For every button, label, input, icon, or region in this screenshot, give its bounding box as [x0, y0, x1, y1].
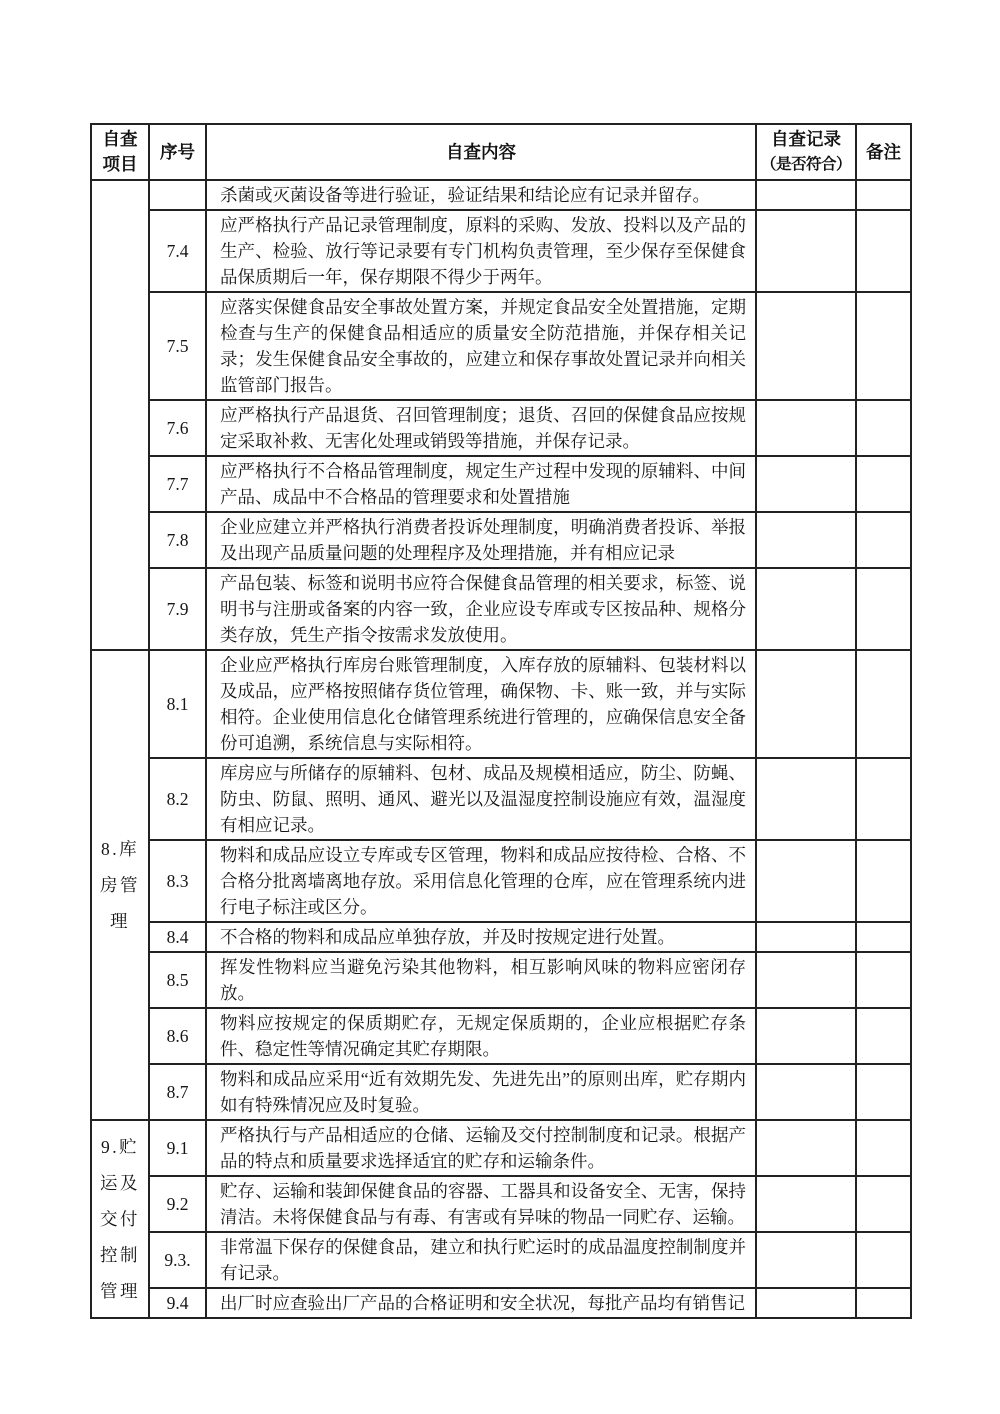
row-record-cell [756, 456, 856, 512]
row-remark-cell [856, 1288, 911, 1318]
row-content-cell: 出厂时应查验出厂产品的合格证明和安全状况，每批产品均有销售记 [206, 1288, 756, 1318]
row-record-cell [756, 210, 856, 292]
table-row [91, 758, 911, 840]
header-record-subtitle: （是否符合） [760, 156, 851, 173]
row-remark-cell [856, 512, 911, 568]
project-group-cell [91, 650, 149, 1120]
row-record-cell [756, 512, 856, 568]
row-content-cell: 物料应按规定的保质期贮存，无规定保质期的，企业应根据贮存条件、稳定性等情况确定其贮存期限。 [206, 1008, 756, 1064]
row-remark-cell [856, 210, 911, 292]
row-record-cell [756, 180, 856, 210]
table-row [91, 1232, 911, 1288]
table-row [91, 1008, 911, 1064]
row-index-cell: 8.3 [149, 840, 206, 922]
header-project [91, 124, 149, 180]
row-index-cell: 8.5 [149, 952, 206, 1008]
table-row [91, 210, 911, 292]
row-index-cell [149, 180, 206, 210]
header-record-title: 自查记录 [771, 129, 841, 149]
row-remark-cell [856, 456, 911, 512]
row-content-cell: 企业应建立并严格执行消费者投诉处理制度，明确消费者投诉、举报及出现产品质量问题的处理程序及处理措施，并有相应记录 [206, 512, 756, 568]
row-record-cell [756, 922, 856, 952]
row-index-cell: 8.7 [149, 1064, 206, 1120]
row-index-cell: 8.6 [149, 1008, 206, 1064]
row-index-cell: 9.4 [149, 1288, 206, 1318]
row-index-cell: 8.4 [149, 922, 206, 952]
row-content-cell: 应严格执行产品记录管理制度，原料的采购、发放、投料以及产品的生产、检验、放行等记录要有专门机构负责管理，至少保存至保健食品保质期后一年，保存期限不得少于两年。 [206, 210, 756, 292]
row-record-cell [756, 650, 856, 758]
row-record-cell [756, 1008, 856, 1064]
row-content-cell: 非常温下保存的保健食品，建立和执行贮运时的成品温度控制制度并有记录。 [206, 1232, 756, 1288]
row-remark-cell [856, 840, 911, 922]
row-record-cell [756, 1288, 856, 1318]
table-row [91, 456, 911, 512]
row-index-cell: 7.5 [149, 292, 206, 400]
row-record-cell [756, 758, 856, 840]
project-group-cell [91, 1120, 149, 1318]
row-remark-cell [856, 400, 911, 456]
row-record-cell [756, 292, 856, 400]
table-row [91, 922, 911, 952]
row-content-cell: 产品包装、标签和说明书应符合保健食品管理的相关要求，标签、说明书与注册或备案的内容一致，企业应设专库或专区按品种、规格分类存放，凭生产指令按需求发放使用。 [206, 568, 756, 650]
table-row [91, 650, 911, 758]
row-remark-cell [856, 1008, 911, 1064]
row-index-cell: 9.2 [149, 1176, 206, 1232]
self-inspection-table [90, 123, 912, 1319]
table-row [91, 292, 911, 400]
header-project-label: 自查项目 [102, 129, 138, 174]
row-remark-cell [856, 180, 911, 210]
header-record [756, 124, 856, 180]
row-index-cell: 7.9 [149, 568, 206, 650]
row-remark-cell [856, 650, 911, 758]
row-content-cell: 杀菌或灭菌设备等进行验证，验证结果和结论应有记录并留存。 [206, 180, 756, 210]
row-remark-cell [856, 568, 911, 650]
row-record-cell [756, 840, 856, 922]
row-remark-cell [856, 1120, 911, 1176]
row-index-cell: 8.1 [149, 650, 206, 758]
row-record-cell [756, 1232, 856, 1288]
row-content-cell: 应严格执行产品退货、召回管理制度；退货、召回的保健食品应按规定采取补救、无害化处理或销毁等措施，并保存记录。 [206, 400, 756, 456]
row-content-cell: 贮存、运输和装卸保健食品的容器、工器具和设备安全、无害，保持清洁。未将保健食品与有毒、有害或有异味的物品一同贮存、运输。 [206, 1176, 756, 1232]
row-index-cell: 7.8 [149, 512, 206, 568]
table-row [91, 952, 911, 1008]
table-row [91, 1120, 911, 1176]
row-record-cell [756, 1120, 856, 1176]
header-index: 序号 [149, 124, 206, 180]
header-row [91, 124, 911, 180]
row-index-cell: 9.1 [149, 1120, 206, 1176]
row-remark-cell [856, 952, 911, 1008]
row-record-cell [756, 400, 856, 456]
row-remark-cell [856, 922, 911, 952]
table-row [91, 1176, 911, 1232]
table-row [91, 1288, 911, 1318]
row-remark-cell [856, 1232, 911, 1288]
row-content-cell: 应落实保健食品安全事故处置方案，并规定食品安全处置措施，定期检查与生产的保健食品相适应的质量安全防范措施，并保存相关记录；发生保健食品安全事故的，应建立和保存事故处置记录并向相关监管部门报告。 [206, 292, 756, 400]
header-content: 自查内容 [206, 124, 756, 180]
row-index-cell: 9.3. [149, 1232, 206, 1288]
row-record-cell [756, 1176, 856, 1232]
table-row [91, 400, 911, 456]
table-row [91, 840, 911, 922]
row-content-cell: 物料和成品应采用“近有效期先发、先进先出”的原则出库，贮存期内如有特殊情况应及时复验。 [206, 1064, 756, 1120]
row-content-cell: 企业应严格执行库房台账管理制度，入库存放的原辅料、包装材料以及成品，应严格按照储存货位管理，确保物、卡、账一致，并与实际相符。企业使用信息化仓储管理系统进行管理的，应确保信息安全备份可追溯，系统信息与实际相符。 [206, 650, 756, 758]
table-row [91, 512, 911, 568]
row-record-cell [756, 952, 856, 1008]
row-content-cell: 不合格的物料和成品应单独存放，并及时按规定进行处置。 [206, 922, 756, 952]
project-group-label: 8.库房管理 [100, 839, 140, 931]
row-content-cell: 应严格执行不合格品管理制度，规定生产过程中发现的原辅料、中间产品、成品中不合格品的管理要求和处置措施 [206, 456, 756, 512]
table-row [91, 1064, 911, 1120]
row-record-cell [756, 1064, 856, 1120]
row-remark-cell [856, 1176, 911, 1232]
row-index-cell: 7.6 [149, 400, 206, 456]
row-content-cell: 库房应与所储存的原辅料、包材、成品及规模相适应，防尘、防蝇、防虫、防鼠、照明、通风、避光以及温湿度控制设施应有效，温湿度有相应记录。 [206, 758, 756, 840]
row-remark-cell [856, 292, 911, 400]
row-record-cell [756, 568, 856, 650]
header-remark: 备注 [856, 124, 911, 180]
row-content-cell: 挥发性物料应当避免污染其他物料，相互影响风味的物料应密闭存放。 [206, 952, 756, 1008]
table-row [91, 568, 911, 650]
row-index-cell: 7.7 [149, 456, 206, 512]
project-group-label: 9.贮运及交付控制管理 [100, 1137, 140, 1301]
row-remark-cell [856, 1064, 911, 1120]
row-index-cell: 7.4 [149, 210, 206, 292]
table-row [91, 180, 911, 210]
row-content-cell: 严格执行与产品相适应的仓储、运输及交付控制制度和记录。根据产品的特点和质量要求选择适宜的贮存和运输条件。 [206, 1120, 756, 1176]
row-index-cell: 8.2 [149, 758, 206, 840]
row-content-cell: 物料和成品应设立专库或专区管理，物料和成品应按待检、合格、不合格分批离墙离地存放。采用信息化管理的仓库，应在管理系统内进行电子标注或区分。 [206, 840, 756, 922]
row-remark-cell [856, 758, 911, 840]
project-group-cell [91, 180, 149, 650]
